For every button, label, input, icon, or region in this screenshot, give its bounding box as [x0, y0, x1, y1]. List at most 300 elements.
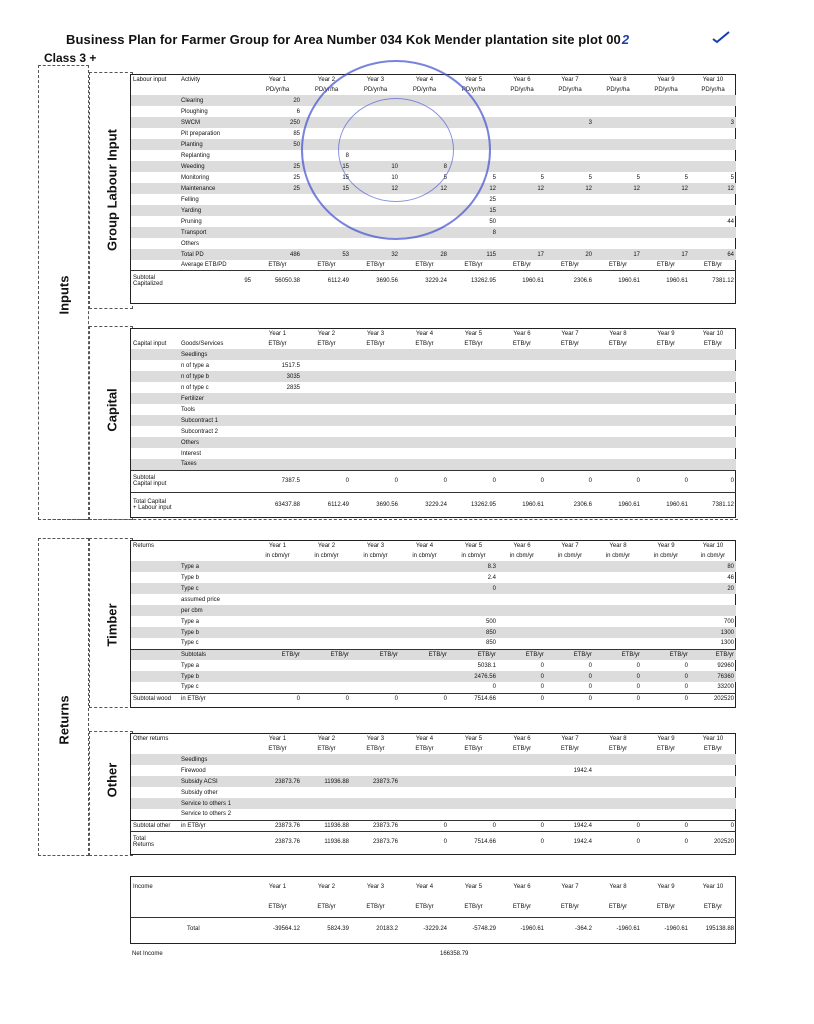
table-cell — [642, 216, 690, 227]
table-cell: 85 — [293, 130, 300, 137]
labour-row — [131, 106, 736, 117]
labour-row — [131, 194, 736, 205]
table-cell: ETB/yr — [608, 341, 628, 347]
table-cell — [302, 360, 351, 371]
table-cell — [253, 349, 302, 360]
table-cell — [690, 426, 736, 437]
table-cell — [546, 627, 594, 638]
table-cell: ETB/yr — [464, 746, 483, 752]
table-cell — [351, 150, 400, 161]
table-cell — [594, 106, 642, 117]
table-cell — [642, 106, 690, 117]
table-cell — [594, 754, 642, 765]
class-label: Class 3 + — [44, 51, 97, 65]
table-cell: Type c — [179, 583, 253, 594]
table-cell: -364.2 — [546, 917, 594, 941]
table-cell: Year 8 — [609, 543, 627, 549]
table-cell: 3 — [546, 117, 594, 128]
table-cell: PD/yr/ha — [606, 87, 630, 93]
table-cell: n of type c — [181, 384, 209, 391]
table-cell: 0 — [253, 693, 302, 704]
table-cell: ETB/yr — [512, 903, 532, 910]
table-cell — [594, 393, 642, 404]
table-cell: 3 — [690, 117, 736, 128]
table-cell — [179, 85, 253, 95]
table-cell — [253, 561, 302, 572]
table-cell: Others — [179, 437, 253, 448]
table-cell: Subsidy ACSI — [179, 776, 253, 787]
table-cell — [302, 117, 351, 128]
table-cell — [400, 616, 449, 627]
table-cell: Pruning — [181, 218, 202, 225]
header-units-row — [131, 897, 736, 917]
table-cell — [449, 809, 498, 820]
table-cell — [302, 371, 351, 382]
table-cell — [400, 638, 449, 649]
table-cell: ETB/yr — [317, 261, 336, 268]
table-cell: 5 — [636, 174, 640, 181]
table-cell: Year 10 — [702, 331, 724, 337]
row-label — [131, 492, 179, 518]
table-cell: 0 — [351, 693, 400, 704]
table-cell — [131, 551, 179, 561]
table-cell: PD/yr/ha — [558, 87, 582, 93]
table-cell: 2.4 — [487, 574, 496, 581]
table-cell — [690, 227, 736, 238]
table-cell — [642, 798, 690, 809]
table-cell: 0 — [642, 831, 690, 853]
table-cell: ETB/yr — [415, 903, 434, 910]
table-cell — [546, 754, 594, 765]
table-cell — [351, 349, 400, 360]
table-cell — [302, 638, 351, 649]
table-cell — [546, 572, 594, 583]
table-cell — [642, 572, 690, 583]
table-cell — [400, 150, 449, 161]
table-cell: 25 — [253, 183, 302, 194]
capital-row — [131, 393, 736, 404]
table-cell — [131, 605, 179, 616]
table-cell: 250 — [253, 117, 302, 128]
table-cell — [400, 382, 449, 393]
table-cell — [546, 583, 594, 594]
table-cell — [690, 754, 736, 765]
table-cell: Year 10 — [702, 884, 724, 890]
table-cell: 46 — [727, 574, 734, 581]
table-cell: 0 — [588, 684, 592, 691]
table-cell: Seedlings — [179, 754, 253, 765]
table-cell — [351, 809, 400, 820]
table-cell — [594, 150, 642, 161]
table-cell — [449, 415, 498, 426]
capital-row — [131, 415, 736, 426]
table-cell: 20183.2 — [351, 917, 400, 941]
income-table — [130, 876, 736, 944]
table-cell — [302, 448, 351, 459]
capital-row — [131, 360, 736, 371]
table-cell — [594, 371, 642, 382]
table-cell — [351, 765, 400, 776]
table-cell — [642, 448, 690, 459]
table-cell — [351, 216, 400, 227]
table-cell: Year 7 — [561, 543, 579, 549]
table-cell: ETB/yr — [415, 746, 434, 752]
table-cell: 12 — [351, 183, 400, 194]
table-cell — [131, 448, 179, 459]
table-cell: ETB/yr — [317, 903, 336, 910]
table-cell — [594, 798, 642, 809]
table-cell — [253, 765, 302, 776]
table-cell: 13262.95 — [449, 270, 498, 292]
table-cell — [498, 627, 546, 638]
table-cell — [594, 194, 642, 205]
table-cell: Year 6 — [513, 331, 531, 337]
table-cell: ETB/yr — [351, 649, 400, 660]
table-cell: PD/yr/ha — [461, 87, 486, 93]
table-cell — [179, 329, 253, 339]
table-cell: ETB/yr — [268, 261, 287, 268]
table-cell — [642, 150, 690, 161]
table-cell — [642, 393, 690, 404]
table-cell — [546, 415, 594, 426]
table-cell — [302, 660, 351, 671]
table-cell: 5038.1 — [477, 662, 496, 669]
table-cell: Service to others 1 — [179, 798, 253, 809]
table-cell: Type b — [179, 671, 253, 682]
table-cell — [594, 404, 642, 415]
table-cell — [131, 216, 179, 227]
table-cell: ETB/yr — [703, 746, 723, 752]
table-cell — [302, 426, 351, 437]
table-cell — [351, 426, 400, 437]
table-cell: 0 — [498, 470, 546, 492]
table-cell — [400, 216, 449, 227]
table-cell — [131, 671, 179, 682]
table-cell — [642, 227, 690, 238]
table-cell: 12 — [594, 183, 642, 194]
table-cell — [594, 227, 642, 238]
table-cell — [351, 787, 400, 798]
table-cell — [302, 106, 351, 117]
table-cell — [642, 605, 690, 616]
table-cell — [546, 437, 594, 448]
table-cell — [400, 426, 449, 437]
table-cell: 5 — [730, 174, 734, 181]
table-cell: ETB/yr — [317, 341, 336, 347]
row-label: Total — [131, 917, 179, 941]
table-cell: 53 — [302, 249, 351, 260]
labour-row — [131, 117, 736, 128]
table-cell — [690, 95, 736, 106]
table-cell — [594, 205, 642, 216]
table-cell — [253, 627, 302, 638]
table-cell — [498, 616, 546, 627]
table-cell — [449, 404, 498, 415]
table-cell — [642, 128, 690, 139]
table-cell: ETB/yr — [690, 649, 736, 660]
table-cell — [594, 627, 642, 638]
table-cell — [642, 95, 690, 106]
table-cell: ETB/yr — [268, 341, 287, 347]
table-cell — [594, 787, 642, 798]
table-cell: Year 6 — [513, 543, 531, 549]
labour-row — [131, 249, 736, 260]
timber-row — [131, 605, 736, 616]
table-cell — [131, 393, 179, 404]
table-cell: 10 — [351, 161, 400, 172]
table-cell — [179, 877, 253, 897]
table-cell: Year 2 — [317, 77, 336, 83]
table-cell: PD/yr/ha — [363, 87, 388, 93]
table-cell: 1942.4 — [573, 767, 592, 774]
table-cell — [449, 459, 498, 470]
table-cell — [351, 627, 400, 638]
table-cell — [302, 404, 351, 415]
table-cell — [594, 128, 642, 139]
table-cell — [131, 183, 179, 194]
table-cell: Year 5 — [464, 331, 483, 337]
labour-row — [131, 183, 736, 194]
table-cell: 20 — [546, 249, 594, 260]
table-cell: Interest — [181, 450, 202, 457]
row-label-line2: Returns — [133, 842, 155, 849]
table-cell — [642, 205, 690, 216]
table-cell: Type b — [179, 627, 253, 638]
table-cell — [302, 205, 351, 216]
labour-grid — [131, 75, 736, 292]
table-cell: Year 10 — [702, 77, 724, 83]
table-cell: in cbm/yr — [314, 553, 339, 559]
table-cell: 23873.76 — [253, 776, 302, 787]
table-cell — [351, 128, 400, 139]
header-row — [131, 329, 736, 339]
table-cell: PD/yr/ha — [510, 87, 534, 93]
table-cell — [179, 744, 253, 754]
table-cell: 0 — [690, 820, 736, 831]
table-cell: Year 3 — [366, 77, 385, 83]
row-mid: 95 — [179, 270, 253, 292]
table-cell: -1960.61 — [498, 917, 546, 941]
table-cell — [131, 437, 179, 448]
table-cell — [594, 415, 642, 426]
table-cell: -39564.12 — [253, 917, 302, 941]
table-cell — [594, 809, 642, 820]
table-cell: Year 2 — [317, 331, 336, 337]
table-cell — [449, 106, 498, 117]
table-cell — [400, 671, 449, 682]
table-cell: 202520 — [690, 831, 736, 853]
table-cell — [498, 415, 546, 426]
table-cell — [351, 393, 400, 404]
capital-grid — [131, 329, 736, 518]
table-cell — [498, 459, 546, 470]
table-cell: 0 — [588, 662, 592, 669]
table-cell — [498, 161, 546, 172]
table-cell — [400, 128, 449, 139]
table-cell — [351, 605, 400, 616]
table-cell — [642, 382, 690, 393]
table-cell: 500 — [485, 618, 496, 625]
table-cell — [690, 139, 736, 150]
table-cell: 23873.76 — [351, 820, 400, 831]
table-cell: 5 — [443, 174, 447, 181]
table-cell — [400, 660, 449, 671]
table-cell — [400, 238, 449, 249]
table-cell — [690, 161, 736, 172]
table-cell — [642, 776, 690, 787]
table-cell — [351, 638, 400, 649]
table-cell — [302, 616, 351, 627]
table-cell — [690, 448, 736, 459]
other-subtotal-row — [131, 820, 736, 831]
table-cell: Other returns — [133, 736, 169, 742]
table-cell — [351, 459, 400, 470]
table-cell: 32 — [351, 249, 400, 260]
table-cell: 7381.12 — [690, 270, 736, 292]
table-cell: 0 — [594, 831, 642, 853]
table-cell — [253, 682, 302, 693]
table-cell: 2306.6 — [546, 270, 594, 292]
table-cell — [546, 95, 594, 106]
table-cell: Year 1 — [268, 736, 287, 742]
table-cell: 92960 — [717, 662, 734, 669]
table-cell — [400, 106, 449, 117]
table-cell — [131, 660, 179, 671]
table-cell: Year 4 — [415, 331, 434, 337]
table-cell — [546, 161, 594, 172]
table-cell — [131, 85, 179, 95]
table-cell: ETB/yr — [366, 746, 385, 752]
table-cell — [594, 594, 642, 605]
table-cell: 0 — [684, 662, 688, 669]
table-cell: 0 — [540, 662, 544, 669]
table-cell — [253, 415, 302, 426]
table-cell: ETB/yr — [560, 261, 580, 268]
table-cell — [131, 572, 179, 583]
table-cell: 7387.5 — [253, 470, 302, 492]
table-cell — [302, 671, 351, 682]
table-cell: 0 — [449, 820, 498, 831]
row-label-line2: Capitalized — [133, 281, 163, 288]
row-mid — [179, 470, 253, 492]
table-cell: 195138.88 — [690, 917, 736, 941]
table-cell: 1300 — [690, 627, 736, 638]
table-cell — [594, 360, 642, 371]
table-cell — [449, 798, 498, 809]
table-cell — [131, 371, 179, 382]
table-cell: 56050.38 — [253, 270, 302, 292]
table-cell: ETB/yr — [464, 903, 483, 910]
table-cell: Type a — [179, 561, 253, 572]
table-cell — [498, 798, 546, 809]
table-cell — [642, 426, 690, 437]
table-cell — [690, 404, 736, 415]
table-cell: Tools — [181, 406, 196, 413]
table-cell: Year 4 — [415, 543, 434, 549]
table-cell: assumed price — [181, 596, 221, 603]
table-cell — [302, 139, 351, 150]
table-cell: 0 — [642, 671, 690, 682]
table-cell: 0 — [642, 470, 690, 492]
table-cell: ETB/yr — [268, 903, 287, 910]
table-cell — [546, 776, 594, 787]
table-cell — [253, 194, 302, 205]
table-cell: Year 5 — [464, 543, 483, 549]
table-cell — [253, 238, 302, 249]
table-cell — [546, 139, 594, 150]
table-cell: 0 — [302, 470, 351, 492]
table-cell — [498, 139, 546, 150]
table-cell — [253, 754, 302, 765]
table-cell — [131, 139, 179, 150]
table-cell: 23873.76 — [351, 831, 400, 853]
timber-row — [131, 561, 736, 572]
table-cell: ETB/yr — [560, 341, 580, 347]
labour-subtotal-row — [131, 270, 736, 292]
timber-row — [131, 671, 736, 682]
table-cell: ETB/yr — [656, 341, 676, 347]
table-cell: PD/yr/ha — [412, 87, 437, 93]
table-cell — [131, 382, 179, 393]
table-cell — [594, 117, 642, 128]
table-cell: Type a — [181, 618, 200, 625]
table-cell: 1942.4 — [546, 820, 594, 831]
table-cell — [690, 605, 736, 616]
table-cell — [546, 809, 594, 820]
table-cell — [302, 349, 351, 360]
table-cell — [400, 754, 449, 765]
table-cell — [131, 583, 179, 594]
table-cell — [302, 194, 351, 205]
table-cell: PD/yr/ha — [265, 87, 290, 93]
table-cell — [400, 459, 449, 470]
table-cell — [690, 382, 736, 393]
table-cell — [131, 360, 179, 371]
other-row — [131, 754, 736, 765]
table-cell — [546, 371, 594, 382]
row-label — [131, 270, 179, 292]
table-cell — [302, 437, 351, 448]
table-cell — [690, 238, 736, 249]
table-cell: Average ETB/PD — [181, 261, 227, 268]
table-cell — [642, 238, 690, 249]
table-cell: 0 — [498, 831, 546, 853]
table-cell: Year 2 — [317, 884, 336, 890]
table-cell: 850 — [485, 640, 496, 647]
table-cell — [690, 128, 736, 139]
table-cell — [131, 594, 179, 605]
table-cell — [302, 787, 351, 798]
row-mid — [179, 831, 253, 853]
table-cell — [642, 117, 690, 128]
table-cell — [131, 249, 179, 260]
table-cell — [400, 448, 449, 459]
table-cell — [351, 671, 400, 682]
table-cell: in cbm/yr — [605, 553, 631, 559]
table-cell — [400, 437, 449, 448]
table-cell — [302, 682, 351, 693]
table-cell — [400, 194, 449, 205]
table-cell — [302, 128, 351, 139]
labour-row — [131, 238, 736, 249]
table-cell: 1960.61 — [498, 492, 546, 518]
table-cell — [546, 238, 594, 249]
table-cell: 0 — [546, 470, 594, 492]
table-cell: Year 5 — [464, 884, 483, 890]
table-cell: 0 — [492, 684, 496, 691]
other-row — [131, 765, 736, 776]
table-cell: 8 — [345, 152, 349, 159]
